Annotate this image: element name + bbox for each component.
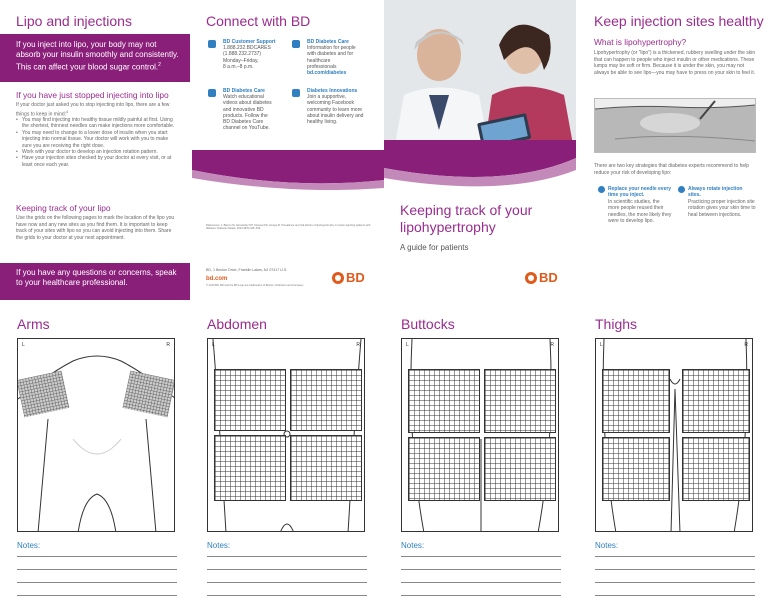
list-item: • You may find injecting into healthy tissue mildly painful at first. Using the shortest, thinnest needles can make injections more comfortable. <box>16 117 178 130</box>
thighs-grid-lower-left[interactable] <box>602 437 670 501</box>
decorative-wave-left <box>192 150 384 190</box>
tracking-text: Use the grids on the following pages to mark the location of the lipo you have now and any new sites as you find them. It is important to keep track of your sites with lipo so you can avoid injecting into them. Share the grids to your doctor at your next appointment. <box>16 215 175 241</box>
warning-text: If you inject into lipo, your body may not absorb your insulin smoothly and consistently. This can affect your blood sugar control. <box>16 40 179 72</box>
lipo-intro: Lipohypertrophy (or “lipo”) is a thickened, rubbery swelling under the skin that can happen to people who inject insulin or other medications. These lumps may be soft or firm. Because it is under the skin, you may not always be able to see lipo—you may have to press on your skin to feel it. <box>594 50 756 76</box>
number-2-icon <box>678 186 685 193</box>
notes-line[interactable] <box>595 595 755 596</box>
notes-label-thighs: Notes: <box>595 541 619 550</box>
bd-logo: BD <box>332 270 365 285</box>
stopped-heading: If you have just stopped injecting into lipo <box>16 90 169 100</box>
list-item: • Work with your doctor to develop an injection rotation pattern. <box>16 149 178 155</box>
notes-line[interactable] <box>207 582 367 583</box>
list-item: • Have your injection sites checked by your doctor at every visit, or at least once each year. <box>16 155 178 168</box>
contact-youtube: BD Diabetes Care Watch educational videos about diabetes and innovative BD products. Follow the BD Diabetes Care channel on YouTube. <box>223 88 272 132</box>
arms-diagram[interactable]: L R <box>17 338 175 532</box>
abdomen-grid-upper-right[interactable] <box>290 369 362 431</box>
thighs-grid-lower-right[interactable] <box>682 437 750 501</box>
stopped-intro: If your doctor just asked you to stop injecting into lipo, there are a few things to keep in mind:$^4$ <box>16 102 170 118</box>
notes-line[interactable] <box>17 556 177 557</box>
cover-photo <box>384 0 576 150</box>
cover-subtitle: A guide for patients <box>400 243 469 252</box>
address: BD, 1 Becton Drive, Franklin Lakes, NJ 07417 U.S. <box>206 268 288 272</box>
notes-line[interactable] <box>401 556 561 557</box>
panel-title: Keep injection sites healthy <box>594 13 764 29</box>
tracking-heading: Keeping track of your lipo <box>16 203 111 213</box>
what-is-heading: What is lipohypertrophy? <box>594 37 687 47</box>
contact-customer-support: BD Customer Support 1.888.232.BDCARES (1.888.232.2737) Monday–Friday, 8 a.m.–8 p.m. <box>223 39 276 70</box>
buttocks-grid-lower-right[interactable] <box>484 437 556 501</box>
doctor-and-patient-illustration <box>384 0 576 150</box>
abdomen-grid-upper-left[interactable] <box>214 369 286 431</box>
skin-illustration <box>594 98 756 153</box>
tip-rotate-sites: Always rotate injection sites. Practicing proper injection site rotation gives your skin time to heal between injections. <box>688 186 756 218</box>
section-title-arms: Arms <box>17 316 50 332</box>
section-title-thighs: Thighs <box>595 316 638 332</box>
bd-url[interactable]: bd.com <box>206 276 228 282</box>
panel-keep-sites-healthy <box>576 0 768 310</box>
tip-replace-needle: Replace your needle every time you inject. In scientific studies, the more people reused their needles, the more likely they were to develop lipo. <box>608 186 672 224</box>
notes-label-arms: Notes: <box>17 541 41 550</box>
notes-line[interactable] <box>595 582 755 583</box>
notes-label-abdomen: Notes: <box>207 541 231 550</box>
notes-line[interactable] <box>401 595 561 596</box>
back-body-outline <box>18 339 175 532</box>
decorative-wave <box>384 140 576 190</box>
youtube-icon <box>208 89 216 97</box>
notes-line[interactable] <box>401 582 561 583</box>
panel-title: Connect with BD <box>206 13 311 29</box>
buttocks-outline <box>402 339 559 532</box>
thighs-diagram[interactable]: L R <box>595 338 753 532</box>
section-title-buttocks: Buttocks <box>401 316 455 332</box>
buttocks-grid-lower-left[interactable] <box>408 437 480 501</box>
web-icon <box>292 40 300 48</box>
thighs-grid-upper-left[interactable] <box>602 369 670 433</box>
bd-logo-cover: BD <box>525 270 558 285</box>
thighs-grid-upper-right[interactable] <box>682 369 750 433</box>
bd-mark-icon <box>332 272 344 284</box>
facebook-icon <box>292 89 300 97</box>
notes-label-buttocks: Notes: <box>401 541 425 550</box>
notes-line[interactable] <box>17 569 177 570</box>
stopped-bullets <box>16 117 178 168</box>
phone-icon <box>208 40 216 48</box>
list-item: • You may need to change to a lower dose of insulin when you start injecting into normal tissue. Your doctor will work with you to make sure you are receiving the right dose. <box>16 130 178 149</box>
strategies-text: There are two key strategies that diabetes experts recommend to help reduce your risk of developing lipo: <box>594 163 750 176</box>
abdomen-grid-lower-right[interactable] <box>290 435 362 501</box>
notes-line[interactable] <box>595 569 755 570</box>
notes-line[interactable] <box>207 569 367 570</box>
bd-mark-icon <box>525 272 537 284</box>
notes-line[interactable] <box>401 569 561 570</box>
notes-line[interactable] <box>207 556 367 557</box>
cover-title: Keeping track of your lipohypertrophy <box>400 202 533 235</box>
number-1-icon <box>598 186 605 193</box>
questions-band: If you have any questions or concerns, speak to your healthcare professional. <box>0 263 190 300</box>
panel-lipo-and-injections <box>0 0 192 310</box>
notes-line[interactable] <box>17 595 177 596</box>
notes-line[interactable] <box>595 556 755 557</box>
buttocks-diagram[interactable]: L R <box>401 338 559 532</box>
panel-title: Lipo and injections <box>16 13 132 29</box>
thighs-outline <box>596 339 753 532</box>
abdomen-grid-lower-left[interactable] <box>214 435 286 501</box>
references: References: 1. Blanco M, Hernández MT, Strauss KW, Amaya M. Prevalence and risk factors of lipohypertrophy in insulin-injecting patients with diabetes. Diabetes Metab. 2013;39(5):445–453. <box>206 224 371 231</box>
contact-diabetes-care-web: BD Diabetes Care Information for people with diabetes and for healthcare professionals bd.com/diabetes <box>307 39 387 76</box>
contact-facebook: Diabetes Innovations Join a supportive, welcoming Facebook community to learn more about insulin delivery and healthy living. <box>307 88 364 126</box>
notes-line[interactable] <box>17 582 177 583</box>
buttocks-grid-upper-right[interactable] <box>484 369 556 433</box>
buttocks-grid-upper-left[interactable] <box>408 369 480 433</box>
legal: © 2019 BD. BD and the BD Logo are trademarks of Becton, Dickinson and Company. <box>206 284 304 287</box>
section-title-abdomen: Abdomen <box>207 316 267 332</box>
abdomen-diagram[interactable]: L R <box>207 338 365 532</box>
warning-band: If you inject into lipo, your body may not absorb your insulin smoothly and consistently. This can affect your blood sugar control.$^2$ <box>0 34 190 82</box>
diabetes-link[interactable]: bd.com/diabetes <box>307 70 347 77</box>
notes-line[interactable] <box>207 595 367 596</box>
